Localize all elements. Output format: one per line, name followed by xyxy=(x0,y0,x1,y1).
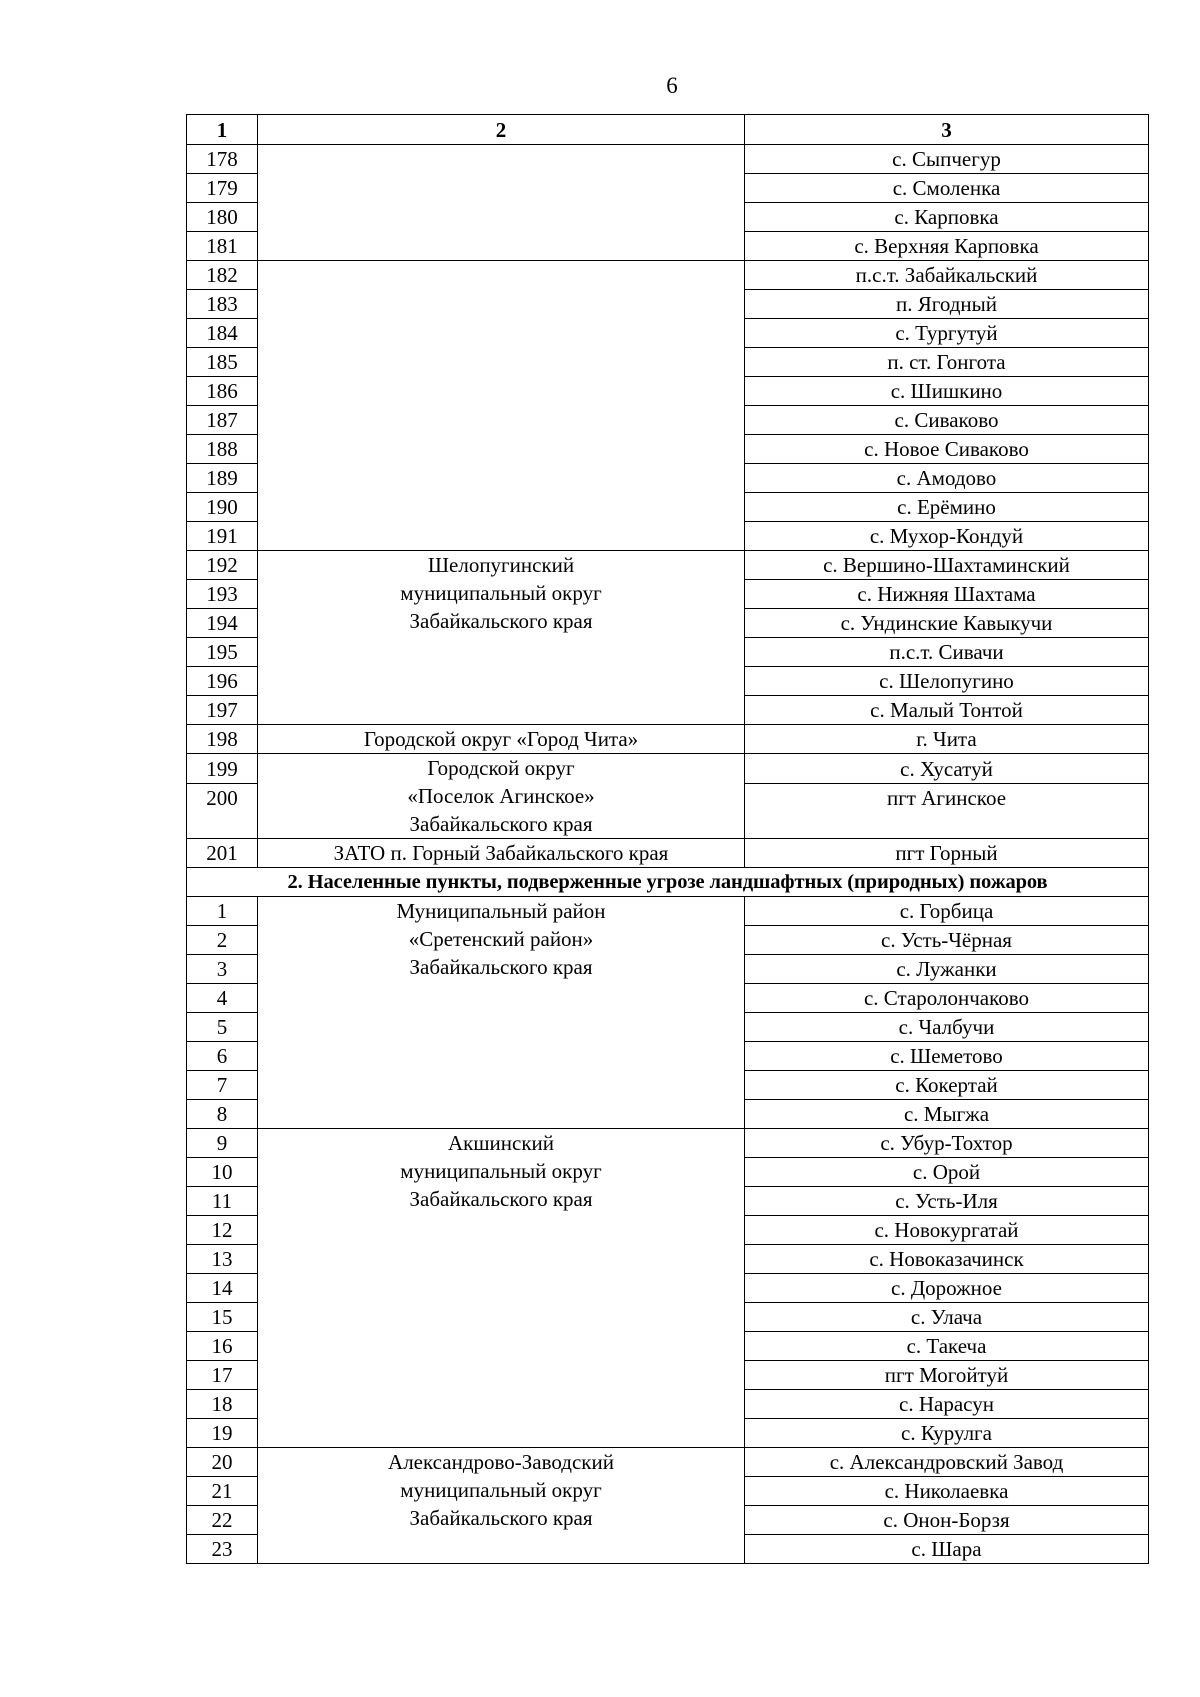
settlement-name: с. Кокертай xyxy=(745,1071,1149,1100)
table-row xyxy=(187,145,1149,174)
settlement-name: с. Шелопугино xyxy=(745,667,1149,696)
row-number: 180 xyxy=(187,203,258,232)
table-row xyxy=(187,551,1149,580)
row-number: 186 xyxy=(187,377,258,406)
row-number: 181 xyxy=(187,232,258,261)
group-gorny: ЗАТО п. Горный Забайкальского края xyxy=(258,839,745,868)
group-empty-2 xyxy=(258,261,745,551)
row-number: 16 xyxy=(187,1332,258,1361)
settlement-name: с. Такеча xyxy=(745,1332,1149,1361)
table-header-row xyxy=(187,115,1149,145)
section-title-row xyxy=(187,868,1149,897)
row-number: 22 xyxy=(187,1506,258,1535)
settlement-name: с. Малый Тонтой xyxy=(745,696,1149,725)
table-row xyxy=(187,1448,1149,1477)
row-number: 178 xyxy=(187,145,258,174)
settlement-name: с. Убур-Тохтор xyxy=(745,1129,1149,1158)
settlement-name: с. Александровский Завод xyxy=(745,1448,1149,1477)
row-number: 7 xyxy=(187,1071,258,1100)
group-aksha-line: Забайкальского края xyxy=(409,1187,593,1211)
settlement-name: с. Орой xyxy=(745,1158,1149,1187)
group-shelopugino xyxy=(258,551,745,725)
row-number: 188 xyxy=(187,435,258,464)
settlement-name: с. Сыпчегур xyxy=(745,145,1149,174)
group-alexzavod-line: муниципальный округ xyxy=(400,1478,602,1502)
settlement-name: п. ст. Гонгота xyxy=(745,348,1149,377)
group-shelopugino-line: Шелопугинский xyxy=(427,553,575,577)
settlement-name: с. Ундинские Кавыкучи xyxy=(745,609,1149,638)
table-row xyxy=(187,897,1149,926)
settlement-name: п.с.т. Забайкальский xyxy=(745,261,1149,290)
row-number: 189 xyxy=(187,464,258,493)
row-number: 3 xyxy=(187,955,258,984)
row-number: 193 xyxy=(187,580,258,609)
settlement-name: с. Карповка xyxy=(745,203,1149,232)
settlement-name: с. Ерёмино xyxy=(745,493,1149,522)
table-row xyxy=(187,261,1149,290)
settlement-name: с. Новое Сиваково xyxy=(745,435,1149,464)
settlement-name: с. Усть-Чёрная xyxy=(745,926,1149,955)
row-number: 183 xyxy=(187,290,258,319)
row-number: 23 xyxy=(187,1535,258,1564)
settlement-name: с. Шишкино xyxy=(745,377,1149,406)
settlement-name: с. Улача xyxy=(745,1303,1149,1332)
group-aksha xyxy=(258,1129,745,1448)
row-number: 197 xyxy=(187,696,258,725)
row-number: 196 xyxy=(187,667,258,696)
group-aginskoe-line: Забайкальского края xyxy=(409,812,593,836)
settlement-name: с. Сиваково xyxy=(745,406,1149,435)
row-number: 198 xyxy=(187,725,258,754)
settlement-name: с. Новокургатай xyxy=(745,1216,1149,1245)
row-number: 9 xyxy=(187,1129,258,1158)
settlement-name: с. Дорожное xyxy=(745,1274,1149,1303)
settlement-name: с. Нарасун xyxy=(745,1390,1149,1419)
group-alexzavod-line: Александрово-Заводский xyxy=(388,1450,614,1474)
row-number: 17 xyxy=(187,1361,258,1390)
row-number: 15 xyxy=(187,1303,258,1332)
group-alexzavod xyxy=(258,1448,745,1564)
settlement-name: с. Старолончаково xyxy=(745,984,1149,1013)
row-number: 200 xyxy=(187,784,258,839)
settlement-name: с. Онон-Борзя xyxy=(745,1506,1149,1535)
row-number: 187 xyxy=(187,406,258,435)
row-number: 10 xyxy=(187,1158,258,1187)
row-number: 20 xyxy=(187,1448,258,1477)
settlement-name: с. Тургутуй xyxy=(745,319,1149,348)
row-number: 185 xyxy=(187,348,258,377)
row-number: 21 xyxy=(187,1477,258,1506)
header-cell: 3 xyxy=(745,115,1149,145)
row-number: 11 xyxy=(187,1187,258,1216)
settlement-name: с. Шара xyxy=(745,1535,1149,1564)
row-number: 192 xyxy=(187,551,258,580)
settlement-name: с. Лужанки xyxy=(745,955,1149,984)
table-row xyxy=(187,725,1149,754)
settlement-name: пгт Горный xyxy=(745,839,1149,868)
settlement-name: с. Шеметово xyxy=(745,1042,1149,1071)
group-sretensk-line: «Сретенский район» xyxy=(408,927,594,951)
row-number: 194 xyxy=(187,609,258,638)
header-cell: 1 xyxy=(187,115,258,145)
table-row xyxy=(187,754,1149,784)
settlement-name: с. Амодово xyxy=(745,464,1149,493)
settlement-name: с. Курулга xyxy=(745,1419,1149,1448)
group-aksha-line: муниципальный округ xyxy=(400,1159,602,1183)
row-number: 199 xyxy=(187,754,258,784)
group-sretensk-line: Забайкальского края xyxy=(409,955,593,979)
settlement-name: с. Вершино-Шахтаминский xyxy=(745,551,1149,580)
group-sretensk xyxy=(258,897,745,1129)
row-number: 6 xyxy=(187,1042,258,1071)
settlement-name: с. Чалбучи xyxy=(745,1013,1149,1042)
header-cell: 2 xyxy=(258,115,745,145)
row-number: 4 xyxy=(187,984,258,1013)
table-row xyxy=(187,839,1149,868)
group-aginskoe xyxy=(258,754,745,839)
row-number: 1 xyxy=(187,897,258,926)
settlements-table xyxy=(186,114,1149,1564)
group-aksha-line: Акшинский xyxy=(447,1131,554,1155)
settlement-name: с. Смоленка xyxy=(745,174,1149,203)
row-number: 19 xyxy=(187,1419,258,1448)
section-title: 2. Населенные пункты, подверженные угрозе ландшафтных (природных) пожаров xyxy=(187,868,1149,897)
row-number: 12 xyxy=(187,1216,258,1245)
settlement-name: с. Нижняя Шахтама xyxy=(745,580,1149,609)
group-chita: Городской округ «Город Чита» xyxy=(258,725,745,754)
group-shelopugino-line: Забайкальского края xyxy=(409,609,593,633)
group-aginskoe-line: Городской округ xyxy=(427,756,575,780)
settlement-name: пгт Агинское xyxy=(745,784,1149,839)
row-number: 201 xyxy=(187,839,258,868)
row-number: 14 xyxy=(187,1274,258,1303)
row-number: 179 xyxy=(187,174,258,203)
settlement-name: п. Ягодный xyxy=(745,290,1149,319)
settlement-name: г. Чита xyxy=(745,725,1149,754)
row-number: 182 xyxy=(187,261,258,290)
row-number: 13 xyxy=(187,1245,258,1274)
row-number: 195 xyxy=(187,638,258,667)
settlement-name: пгт Могойтуй xyxy=(745,1361,1149,1390)
settlement-name: с. Хусатуй xyxy=(745,754,1149,784)
settlement-name: п.с.т. Сивачи xyxy=(745,638,1149,667)
group-alexzavod-line: Забайкальского края xyxy=(409,1506,593,1530)
settlement-name: с. Мыгжа xyxy=(745,1100,1149,1129)
settlement-name: с. Николаевка xyxy=(745,1477,1149,1506)
row-number: 191 xyxy=(187,522,258,551)
settlement-name: с. Верхняя Карповка xyxy=(745,232,1149,261)
row-number: 8 xyxy=(187,1100,258,1129)
row-number: 2 xyxy=(187,926,258,955)
settlement-name: с. Мухор-Кондуй xyxy=(745,522,1149,551)
group-shelopugino-line: муниципальный округ xyxy=(400,581,602,605)
row-number: 190 xyxy=(187,493,258,522)
group-sretensk-line: Муниципальный район xyxy=(396,899,606,923)
group-aginskoe-line: «Поселок Агинское» xyxy=(407,784,595,808)
group-empty-1 xyxy=(258,145,745,261)
table-row xyxy=(187,1129,1149,1158)
row-number: 18 xyxy=(187,1390,258,1419)
settlement-name: с. Новоказачинск xyxy=(745,1245,1149,1274)
settlement-name: с. Усть-Иля xyxy=(745,1187,1149,1216)
row-number: 184 xyxy=(187,319,258,348)
settlement-name: с. Горбица xyxy=(745,897,1149,926)
page-number: 6 xyxy=(666,73,678,98)
row-number: 5 xyxy=(187,1013,258,1042)
